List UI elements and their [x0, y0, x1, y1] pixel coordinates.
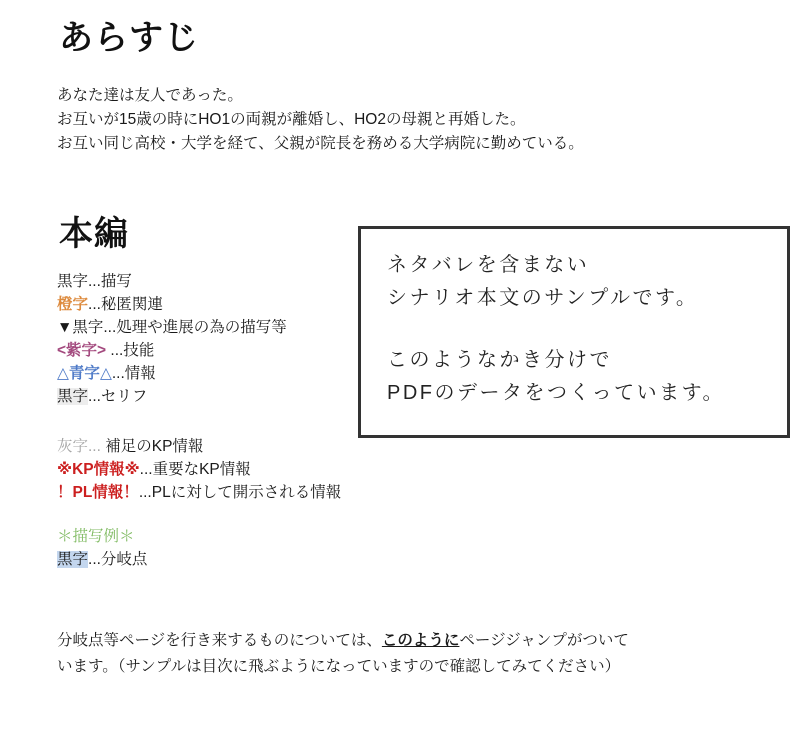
page-jump-link[interactable]: このように: [381, 632, 460, 649]
synopsis-line: お互いが15歳の時にHO1の両親が離婚し、HO2の母親と再婚した。: [57, 111, 526, 128]
legend-line-black: 黒字...描写: [57, 273, 132, 290]
footer-line: 分岐点等ページを行き来するものについては、このようにページジャンプがついて: [57, 632, 629, 649]
main-heading: 本編: [59, 215, 129, 253]
gray-highlighted-label: 黒字: [57, 388, 89, 405]
legend-line-serif: 黒字...セリフ: [57, 388, 148, 405]
color-legend: [57, 270, 341, 571]
legend-line-pl: ！PL情報！...PLに対して開示される情報: [57, 484, 342, 501]
description-example-label: ＊描写例＊: [57, 528, 135, 545]
box-line: このようなかき分けで: [387, 349, 612, 371]
legend-gap: [57, 504, 341, 525]
synopsis-paragraph: [57, 84, 584, 156]
branch-point-link-sample[interactable]: 黒字: [57, 551, 89, 568]
synopsis-line: お互い同じ高校・大学を経て、父親が院長を務める大学病院に勤めている。: [57, 135, 584, 152]
gray-label: 灰字...: [57, 438, 101, 455]
legend-line-example: [57, 525, 341, 548]
triangle-icon: △: [99, 365, 112, 382]
box-line: ネタバレを含まない: [387, 254, 590, 276]
blue-label: 青字: [68, 365, 100, 382]
legend-line-blue: △青字△...情報: [57, 365, 156, 382]
triangle-icon: △: [57, 365, 69, 382]
legend-gap: [57, 408, 341, 435]
synopsis-line: あなた達は友人であった。: [57, 87, 243, 104]
footer-line: います。（サンプルは目次に飛ぶようになっていますので確認してみてください）: [57, 658, 621, 675]
legend-line-orange: 橙字...秘匿関連: [57, 296, 163, 313]
synopsis-heading: あらすじ: [59, 19, 199, 57]
sample-note-box: [358, 226, 790, 438]
orange-label: 橙字: [57, 296, 89, 313]
page-jump-paragraph: [57, 628, 777, 680]
box-line: シナリオ本文のサンプルです。: [387, 287, 699, 309]
legend-line-process: ▼黒字...処理や進展の為の描写等: [57, 319, 287, 336]
pl-info-label: ！PL情報！: [57, 484, 139, 501]
box-line: PDFのデータをつくっています。: [387, 382, 725, 404]
purple-label: <紫字>: [57, 342, 107, 359]
kp-info-label: ※KP情報※: [57, 461, 140, 478]
legend-line-kp: ※KP情報※...重要なKP情報: [57, 461, 251, 478]
legend-line-purple: <紫字> ...技能: [57, 342, 155, 359]
legend-line-branch: 黒字...分岐点: [57, 551, 148, 568]
legend-line-gray: 灰字... 補足のKP情報: [57, 438, 204, 455]
box-gap: [387, 315, 777, 344]
